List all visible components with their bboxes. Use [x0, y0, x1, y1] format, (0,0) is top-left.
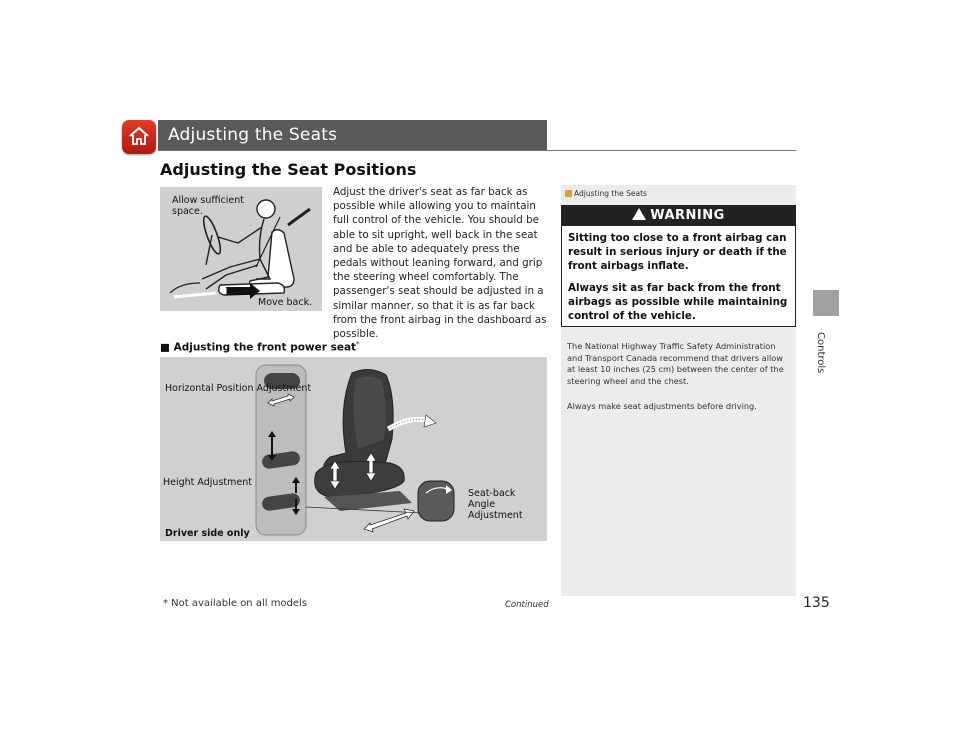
label-horizontal-adjustment: Horizontal Position Adjustment	[165, 383, 312, 394]
chapter-tab-label[interactable]	[812, 310, 840, 374]
label-driver-side-only: Driver side only	[165, 528, 250, 539]
reference-icon	[565, 190, 572, 197]
page-number: 135	[803, 595, 830, 611]
warning-text-1: Sitting too close to a front airbag can result in serious injury or death if the front airbags inflate.	[568, 232, 787, 272]
label-height-adjustment: Height Adjustment	[163, 477, 252, 488]
home-icon	[128, 125, 150, 147]
note-paragraph-2: Always make seat adjustments before driving.	[567, 401, 757, 411]
warning-box	[561, 205, 796, 327]
subsection-heading	[160, 340, 360, 354]
home-button[interactable]	[122, 120, 156, 154]
continued-label: Continued	[505, 600, 549, 610]
warning-triangle-icon	[632, 208, 646, 220]
chapter-tab-text: Controls	[815, 332, 826, 374]
title-divider	[158, 150, 796, 151]
seating-posture-figure	[160, 187, 322, 311]
sidebar-heading	[565, 189, 647, 198]
subsection-title: Adjusting the front power seat	[173, 341, 357, 354]
notes-sidebar	[561, 185, 796, 596]
caption-allow-space: Allow sufficient space.	[172, 195, 244, 217]
section-title: Adjusting the Seat Positions	[160, 160, 417, 179]
bullet-marker: ■	[160, 341, 170, 354]
power-seat-figure	[160, 357, 547, 541]
caption-move-back: Move back.	[258, 297, 313, 308]
footnote: * Not available on all models	[163, 598, 308, 609]
chapter-title: Adjusting the Seats	[168, 125, 338, 145]
asterisk-mark: *	[356, 340, 360, 348]
warning-label: WARNING	[650, 208, 725, 223]
note-paragraph-1: The National Highway Traffic Safety Administration and Transport Canada recommend that drivers allow at least 10 inches (25 cm) between the center of the steering wheel and the chest.	[567, 341, 784, 386]
sidebar-heading-text: Adjusting the Seats	[574, 189, 647, 198]
chapter-title-bar	[158, 120, 547, 151]
warning-header	[562, 206, 795, 226]
body-paragraph: Adjust the driver's seat as far back as possible while allowing you to maintain full control of the vehicle. You should be able to sit upright, well back in the seat and be able to adequately press the pedals without leaning forward, and grip the steering wheel comfortably. The passenger's seat should be adjusted in a similar manner, so that it is as far back from the front airbag in the dashboard as possible.	[333, 186, 547, 341]
warning-text-2: Always sit as far back from the front airbags as possible while maintaining control of the vehicle.	[568, 282, 788, 322]
label-seatback-angle: Seat-back Angle Adjustment	[468, 488, 523, 521]
